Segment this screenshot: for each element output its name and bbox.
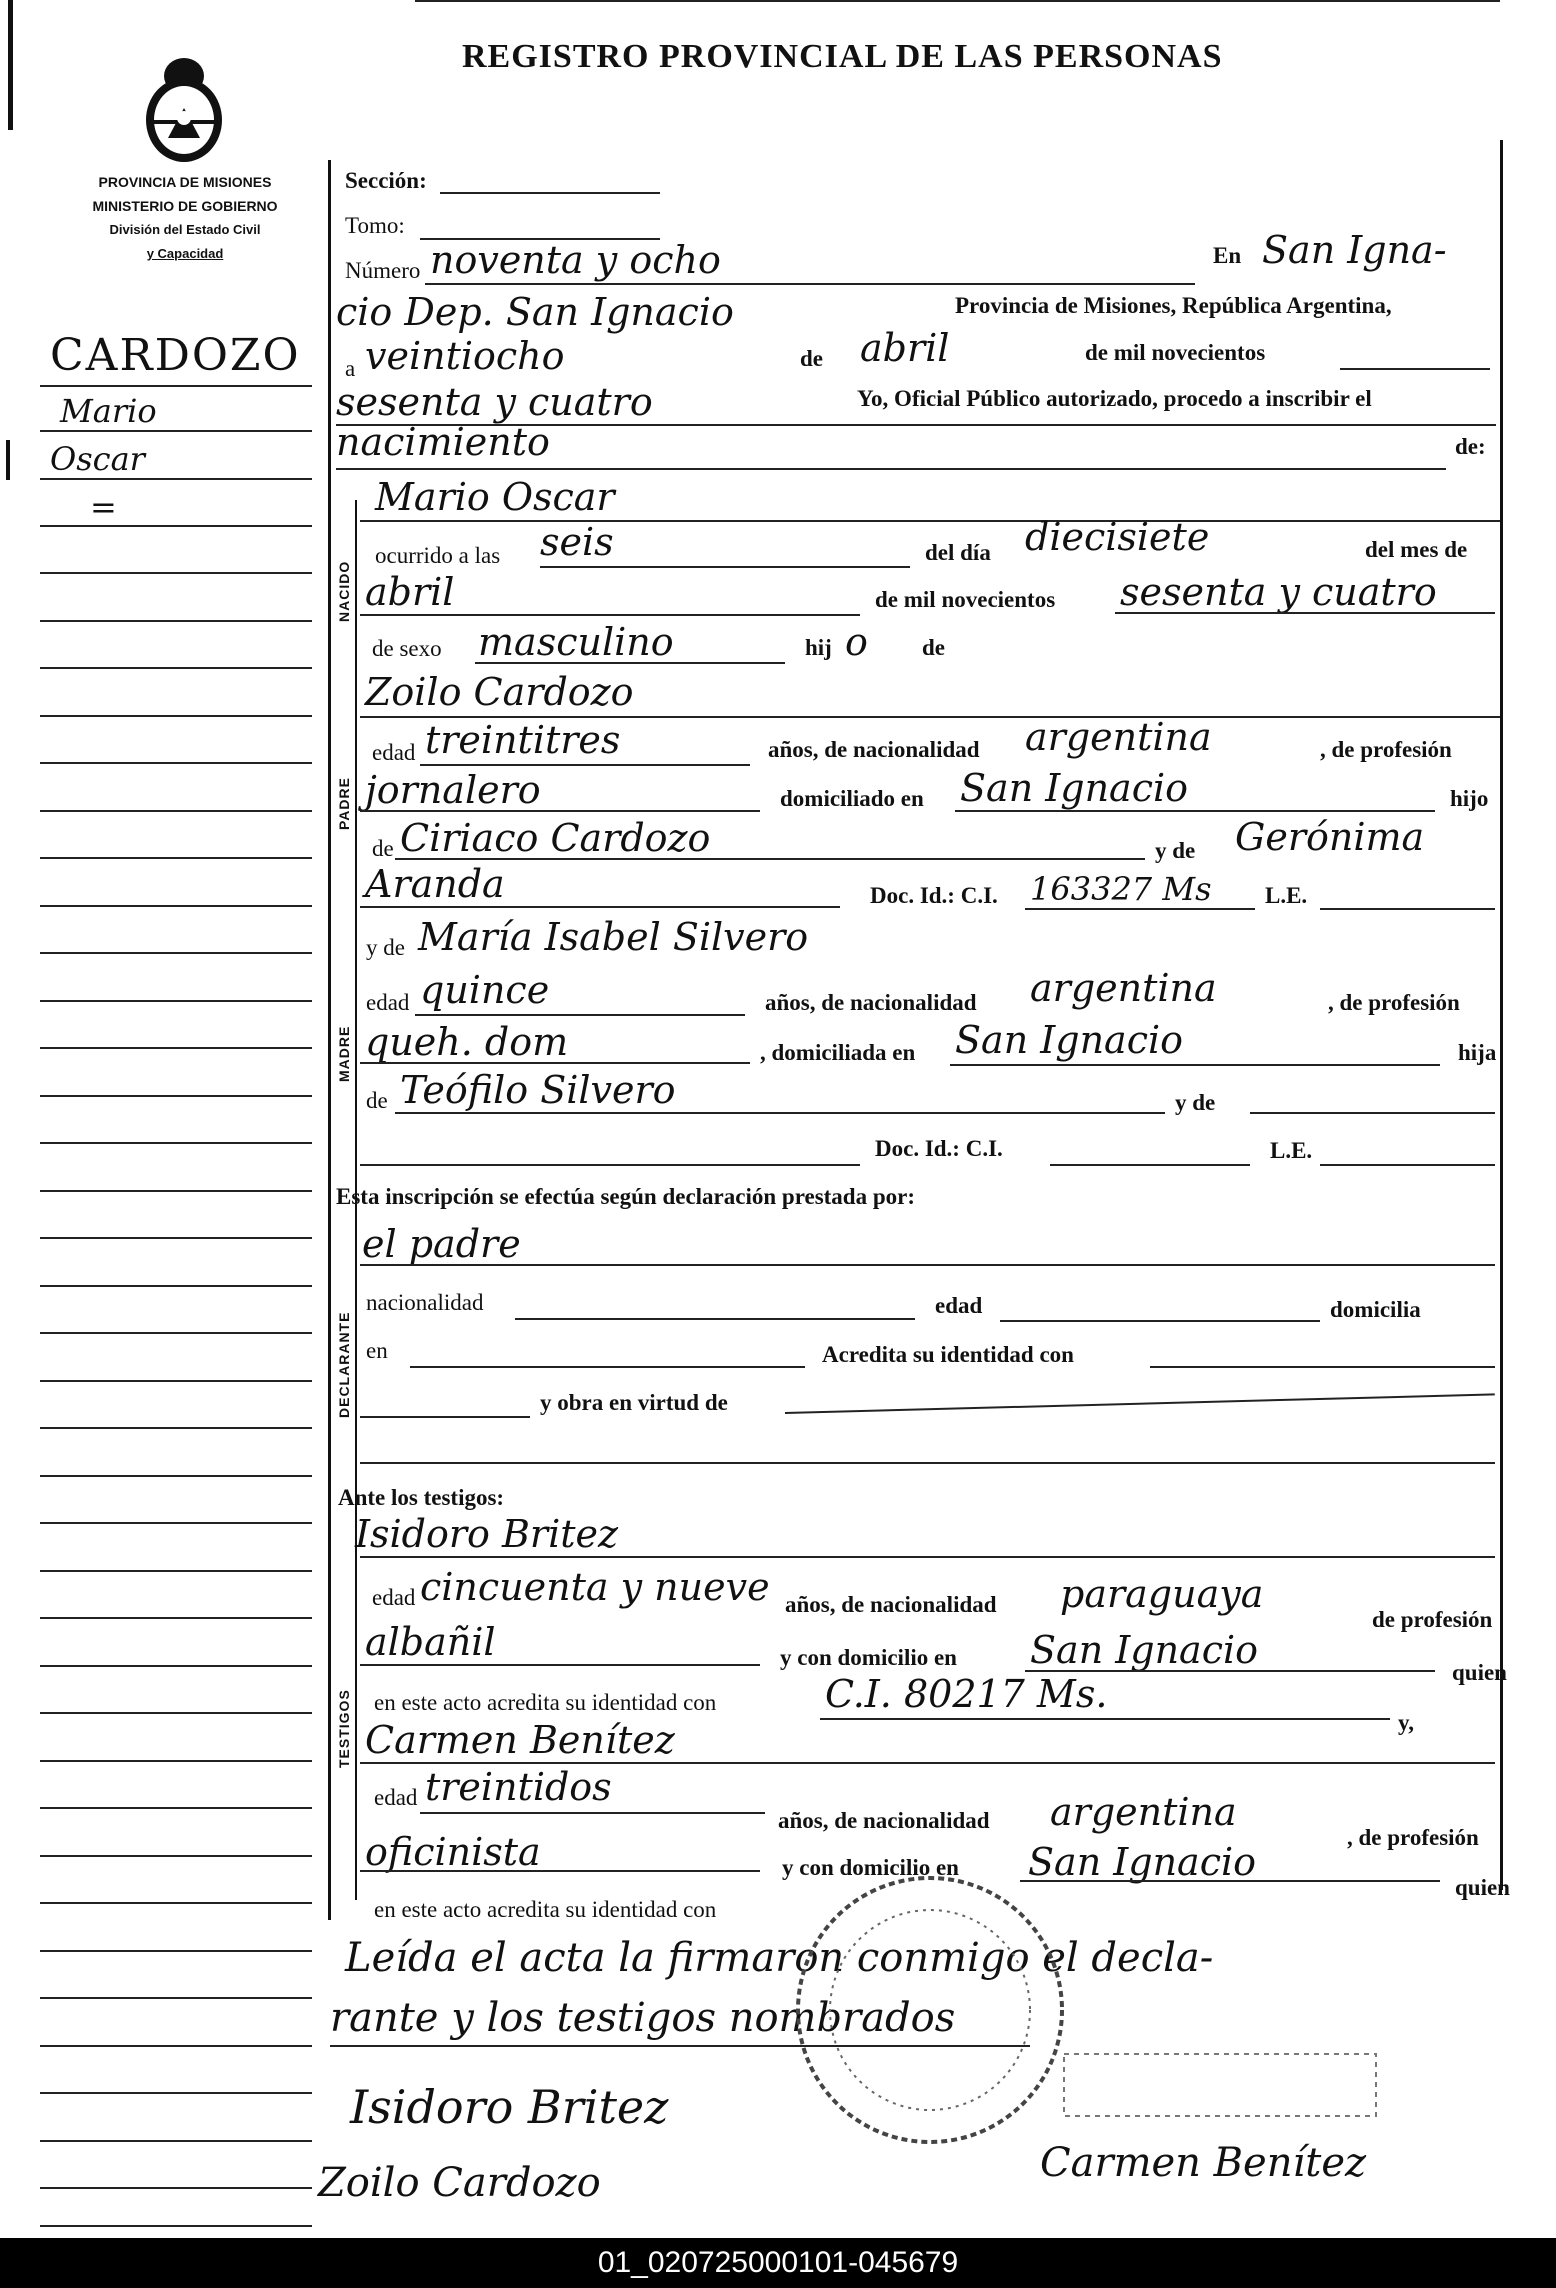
padre-abuela-line bbox=[360, 906, 840, 908]
numero-line bbox=[425, 283, 1195, 285]
year-value: sesenta y cuatro bbox=[336, 380, 653, 424]
padre-dom-line bbox=[955, 810, 1435, 812]
margin-line bbox=[40, 1855, 312, 1857]
secondary-stamp bbox=[1060, 2050, 1380, 2120]
margin-line bbox=[40, 430, 312, 432]
sexo-label: de sexo bbox=[372, 636, 442, 661]
margin-name-1: Mario bbox=[60, 392, 157, 430]
padre-abuelo-line bbox=[395, 858, 1145, 860]
anio-value: sesenta y cuatro bbox=[1120, 570, 1437, 614]
testigo1-quien: quien bbox=[1452, 1660, 1507, 1685]
margin-line bbox=[40, 1000, 312, 1002]
hora-value: seis bbox=[540, 520, 614, 564]
testigo2-edad-value: treintidos bbox=[425, 1765, 612, 1809]
declarante-acredita-line bbox=[1150, 1366, 1495, 1368]
madre-nac-value: argentina bbox=[1030, 966, 1217, 1010]
padre-prof-value: jornalero bbox=[365, 768, 541, 812]
page-title: REGISTRO PROVINCIAL DE LAS PERSONAS bbox=[462, 38, 1223, 75]
numero-label: Número bbox=[345, 258, 421, 283]
anio-line bbox=[1115, 612, 1495, 614]
margin-line bbox=[40, 1475, 312, 1477]
dept-line-division: División del Estado Civil bbox=[109, 222, 261, 237]
madre-yde-label: y de bbox=[366, 935, 405, 960]
margin-line bbox=[40, 1997, 312, 1999]
padre-name: Zoilo Cardozo bbox=[365, 670, 634, 714]
main-left-border bbox=[328, 160, 331, 1920]
hijo-label: hij bbox=[805, 635, 832, 660]
testigo2-nac-value: argentina bbox=[1050, 1790, 1237, 1834]
side-label-padre: PADRE bbox=[336, 777, 352, 830]
declarante-nac-line bbox=[515, 1318, 915, 1320]
madre-de-label: de bbox=[366, 1088, 388, 1113]
tipo-line bbox=[336, 468, 1446, 470]
margin-line bbox=[40, 2225, 312, 2227]
madre-abuelo-line bbox=[395, 1112, 1165, 1114]
padre-abuelo-value: Ciriaco Cardozo bbox=[400, 816, 711, 860]
padre-abuela-value: Gerónima bbox=[1235, 815, 1425, 859]
padre-anos-label: años, de nacionalidad bbox=[768, 737, 980, 762]
margin-line bbox=[40, 385, 312, 387]
declarante-edad-label: edad bbox=[935, 1293, 983, 1318]
numero-value: noventa y ocho bbox=[430, 238, 721, 282]
side-label-testigos: TESTIGOS bbox=[336, 1689, 352, 1768]
margin-line bbox=[40, 1237, 312, 1239]
margin-line bbox=[40, 478, 312, 480]
seccion-line bbox=[440, 192, 660, 194]
sexo-value: masculino bbox=[478, 620, 674, 664]
testigo2-name: Carmen Benítez bbox=[365, 1718, 675, 1762]
tipo-value: nacimiento bbox=[336, 420, 550, 464]
madre-dom-value: San Ignacio bbox=[955, 1018, 1184, 1062]
margin-line bbox=[40, 620, 312, 622]
padre-abuela-value-2: Aranda bbox=[365, 862, 505, 906]
testigo1-anos-label: años, de nacionalidad bbox=[785, 1592, 997, 1617]
padre-nac-value: argentina bbox=[1025, 715, 1212, 759]
padre-le-label: L.E. bbox=[1265, 883, 1308, 908]
margin-line bbox=[40, 762, 312, 764]
document-id-footer: 01_020725000101-045679 bbox=[0, 2238, 1556, 2288]
dia-value: diecisiete bbox=[1025, 515, 1210, 559]
nacido-name-line bbox=[360, 520, 1500, 522]
testigo2-anos-label: años, de nacionalidad bbox=[778, 1808, 990, 1833]
madre-prof-line bbox=[360, 1062, 750, 1064]
margin-line bbox=[40, 1047, 312, 1049]
testigo2-quien: quien bbox=[1455, 1875, 1510, 1900]
margin-line bbox=[40, 1285, 312, 1287]
margin-line bbox=[40, 525, 312, 527]
dia-label: del día bbox=[925, 540, 991, 565]
margin-line bbox=[40, 1522, 312, 1524]
padre-prof-line bbox=[360, 810, 760, 812]
madre-edad-label: edad bbox=[366, 990, 410, 1015]
margin-line bbox=[40, 1142, 312, 1144]
official-seal-stamp bbox=[790, 1870, 1070, 2150]
oficial-text: Yo, Oficial Público autorizado, procedo a inscribir el bbox=[857, 386, 1372, 411]
margin-line bbox=[40, 715, 312, 717]
madre-edad-line bbox=[415, 1014, 745, 1016]
testigo2-prof-line bbox=[360, 1870, 760, 1872]
hora-line bbox=[540, 566, 910, 568]
testigo2-prof-value: oficinista bbox=[365, 1830, 541, 1874]
margin-line bbox=[40, 2045, 312, 2047]
mil-line bbox=[1340, 368, 1490, 370]
testigo1-dom-value: San Ignacio bbox=[1030, 1628, 1259, 1672]
mil-text: de mil novecientos bbox=[1085, 340, 1266, 365]
declarante-value: el padre bbox=[362, 1222, 521, 1266]
margin-line bbox=[40, 1380, 312, 1382]
testigo1-prof-line bbox=[360, 1664, 760, 1666]
declarante-obra-label: y obra en virtud de bbox=[540, 1390, 728, 1415]
closing-line-2: rante y los testigos nombrados bbox=[330, 1995, 956, 2041]
madre-name: María Isabel Silvero bbox=[418, 915, 809, 959]
madre-doc-label: Doc. Id.: C.I. bbox=[875, 1136, 1003, 1161]
signature-witness-1: Isidoro Britez bbox=[350, 2080, 669, 2134]
margin-line bbox=[40, 2187, 312, 2189]
madre-hija-label: hija bbox=[1458, 1040, 1497, 1065]
margin-line bbox=[40, 810, 312, 812]
padre-prof-label: , de profesión bbox=[1320, 737, 1452, 762]
margin-name-2: Oscar bbox=[50, 440, 145, 478]
testigo2-name-line bbox=[360, 1762, 1495, 1764]
mes-value: abril bbox=[365, 570, 455, 614]
margin-line bbox=[40, 1332, 312, 1334]
madre-blank-line bbox=[360, 1164, 860, 1166]
dept-line-province: PROVINCIA DE MISIONES bbox=[98, 174, 272, 190]
margin-line bbox=[40, 1712, 312, 1714]
margin-line bbox=[40, 952, 312, 954]
de-colon: de: bbox=[1455, 434, 1486, 459]
testigo2-edad-label: edad bbox=[374, 1785, 418, 1810]
madre-abuela-line bbox=[1250, 1112, 1495, 1114]
testigo1-dom-label: y con domicilio en bbox=[780, 1645, 957, 1670]
padre-edad-label: edad bbox=[372, 740, 416, 765]
mes-line bbox=[360, 614, 860, 616]
left-edge-mark bbox=[6, 440, 10, 480]
mes-label: del mes de bbox=[1365, 537, 1468, 562]
declarante-bottom-line bbox=[360, 1462, 1495, 1464]
en-label: En bbox=[1213, 243, 1242, 268]
closing-line-1: Leída el acta la firmaron conmigo el decla- bbox=[345, 1935, 1214, 1981]
margin-line bbox=[40, 1570, 312, 1572]
margin-line bbox=[40, 1427, 312, 1429]
testigo1-y: y, bbox=[1398, 1710, 1414, 1735]
testigo1-prof-value: albañil bbox=[365, 1620, 496, 1664]
margin-mark: = bbox=[90, 488, 117, 526]
declarante-en-line bbox=[410, 1366, 805, 1368]
margin-line bbox=[40, 1807, 312, 1809]
a-label: a bbox=[345, 356, 356, 381]
madre-edad-value: quince bbox=[420, 968, 550, 1012]
hijo-suffix: o bbox=[845, 620, 868, 664]
margin-surname: CARDOZO bbox=[50, 330, 301, 381]
margin-line bbox=[40, 1950, 312, 1952]
side-label-madre: MADRE bbox=[336, 1025, 352, 1082]
testigo1-nac-value: paraguaya bbox=[1060, 1572, 1264, 1616]
provincia-text: Provincia de Misiones, República Argentina, bbox=[955, 293, 1392, 318]
testigo1-acredita-value: C.I. 80217 Ms. bbox=[825, 1672, 1108, 1716]
margin-line bbox=[40, 2092, 312, 2094]
margin-line bbox=[40, 667, 312, 669]
main-right-border bbox=[1500, 140, 1503, 1890]
testigo2-dom-line bbox=[1020, 1880, 1440, 1882]
margin-line bbox=[40, 857, 312, 859]
nacido-name: Mario Oscar bbox=[375, 475, 615, 519]
margin-line bbox=[40, 1617, 312, 1619]
margin-line bbox=[40, 905, 312, 907]
padre-doc-label: Doc. Id.: C.I. bbox=[870, 883, 998, 908]
padre-doc-line bbox=[1025, 908, 1255, 910]
testigo1-name: Isidoro Britez bbox=[355, 1512, 619, 1556]
madre-name-line bbox=[415, 0, 1500, 2]
ocurrido-label: ocurrido a las bbox=[375, 543, 501, 568]
dept-line-capacity: y Capacidad bbox=[146, 246, 224, 261]
testigo1-edad-label: edad bbox=[372, 1585, 416, 1610]
side-label-declarante: DECLARANTE bbox=[336, 1311, 352, 1418]
en-value: San Igna- bbox=[1262, 228, 1447, 272]
declarante-acredita-label: Acredita su identidad con bbox=[822, 1342, 1074, 1367]
padre-yde-label: y de bbox=[1155, 838, 1196, 863]
signature-witness-2: Carmen Benítez bbox=[1040, 2140, 1367, 2186]
madre-le-label: L.E. bbox=[1270, 1138, 1313, 1163]
testigo2-edad-line bbox=[420, 1812, 765, 1814]
padre-le-line bbox=[1320, 908, 1495, 910]
declarante-blank-line bbox=[360, 1416, 530, 1418]
madre-anos-label: años, de nacionalidad bbox=[765, 990, 977, 1015]
nacido-de-label: de bbox=[922, 635, 945, 660]
testigo2-dom-label: y con domicilio en bbox=[782, 1855, 959, 1880]
dept-line-ministry: MINISTERIO DE GOBIERNO bbox=[92, 198, 278, 214]
madre-dom-label: , domiciliada en bbox=[760, 1040, 916, 1065]
coat-of-arms-logo bbox=[138, 38, 230, 163]
padre-de-label: de bbox=[372, 836, 394, 861]
en-value-2: cio Dep. San Ignacio bbox=[336, 290, 734, 334]
padre-edad-value: treintitres bbox=[425, 718, 621, 762]
testigo2-prof-label: , de profesión bbox=[1347, 1825, 1479, 1850]
margin-line bbox=[40, 1665, 312, 1667]
testigo1-acredita-line bbox=[820, 1718, 1390, 1720]
margin-line bbox=[40, 2140, 312, 2142]
testigo1-acredita-label: en este acto acredita su identidad con bbox=[374, 1690, 717, 1715]
declarante-en-label: en bbox=[366, 1338, 388, 1363]
testigos-intro: Ante los testigos: bbox=[338, 1485, 505, 1510]
side-label-nacido: NACIDO bbox=[336, 560, 352, 622]
declarante-edad-line bbox=[1000, 1320, 1320, 1322]
margin-line bbox=[40, 572, 312, 574]
margin-line bbox=[40, 1760, 312, 1762]
day-value: veintiocho bbox=[365, 334, 565, 378]
sexo-line bbox=[475, 662, 785, 664]
nacido-mil-label: de mil novecientos bbox=[875, 587, 1056, 612]
left-edge-mark bbox=[8, 0, 13, 130]
seccion-label: Sección: bbox=[345, 168, 427, 193]
padre-dom-label: domiciliado en bbox=[780, 786, 924, 811]
padre-edad-line bbox=[420, 764, 750, 766]
padre-hijo-label: hijo bbox=[1450, 786, 1489, 811]
madre-dom-line bbox=[950, 1064, 1440, 1066]
month-value: abril bbox=[860, 326, 950, 370]
testigo2-acredita-label: en este acto acredita su identidad con bbox=[374, 1897, 717, 1922]
declarante-nac-label: nacionalidad bbox=[366, 1290, 484, 1315]
testigo1-name-line bbox=[360, 1556, 1495, 1558]
madre-prof-label: , de profesión bbox=[1328, 990, 1460, 1015]
declarante-obra-line bbox=[785, 1393, 1495, 1414]
margin-line bbox=[40, 1190, 312, 1192]
tomo-label: Tomo: bbox=[345, 213, 405, 238]
madre-le-line bbox=[1320, 1164, 1495, 1166]
madre-yde2-label: y de bbox=[1175, 1090, 1216, 1115]
declarante-dom-label: domicilia bbox=[1330, 1297, 1421, 1322]
madre-prof-value: queh. dom bbox=[365, 1020, 569, 1064]
testigo1-prof-label: de profesión bbox=[1372, 1607, 1493, 1632]
margin-line bbox=[40, 1902, 312, 1904]
department-header bbox=[40, 170, 330, 266]
signature-father: Zoilo Cardozo bbox=[318, 2160, 601, 2206]
de-label: de bbox=[800, 346, 823, 371]
madre-doc-line bbox=[1050, 1164, 1250, 1166]
margin-line bbox=[40, 1095, 312, 1097]
declarante-value-line bbox=[360, 1264, 1495, 1266]
padre-dom-value: San Ignacio bbox=[960, 766, 1189, 810]
testigo2-dom-value: San Ignacio bbox=[1028, 1840, 1257, 1884]
testigo1-edad-value: cincuenta y nueve bbox=[420, 1565, 770, 1609]
padre-doc-value: 163327 Ms bbox=[1030, 870, 1212, 908]
declarante-intro: Esta inscripción se efectúa según declaración prestada por: bbox=[336, 1184, 916, 1209]
madre-abuelo-value: Teófilo Silvero bbox=[400, 1068, 676, 1112]
